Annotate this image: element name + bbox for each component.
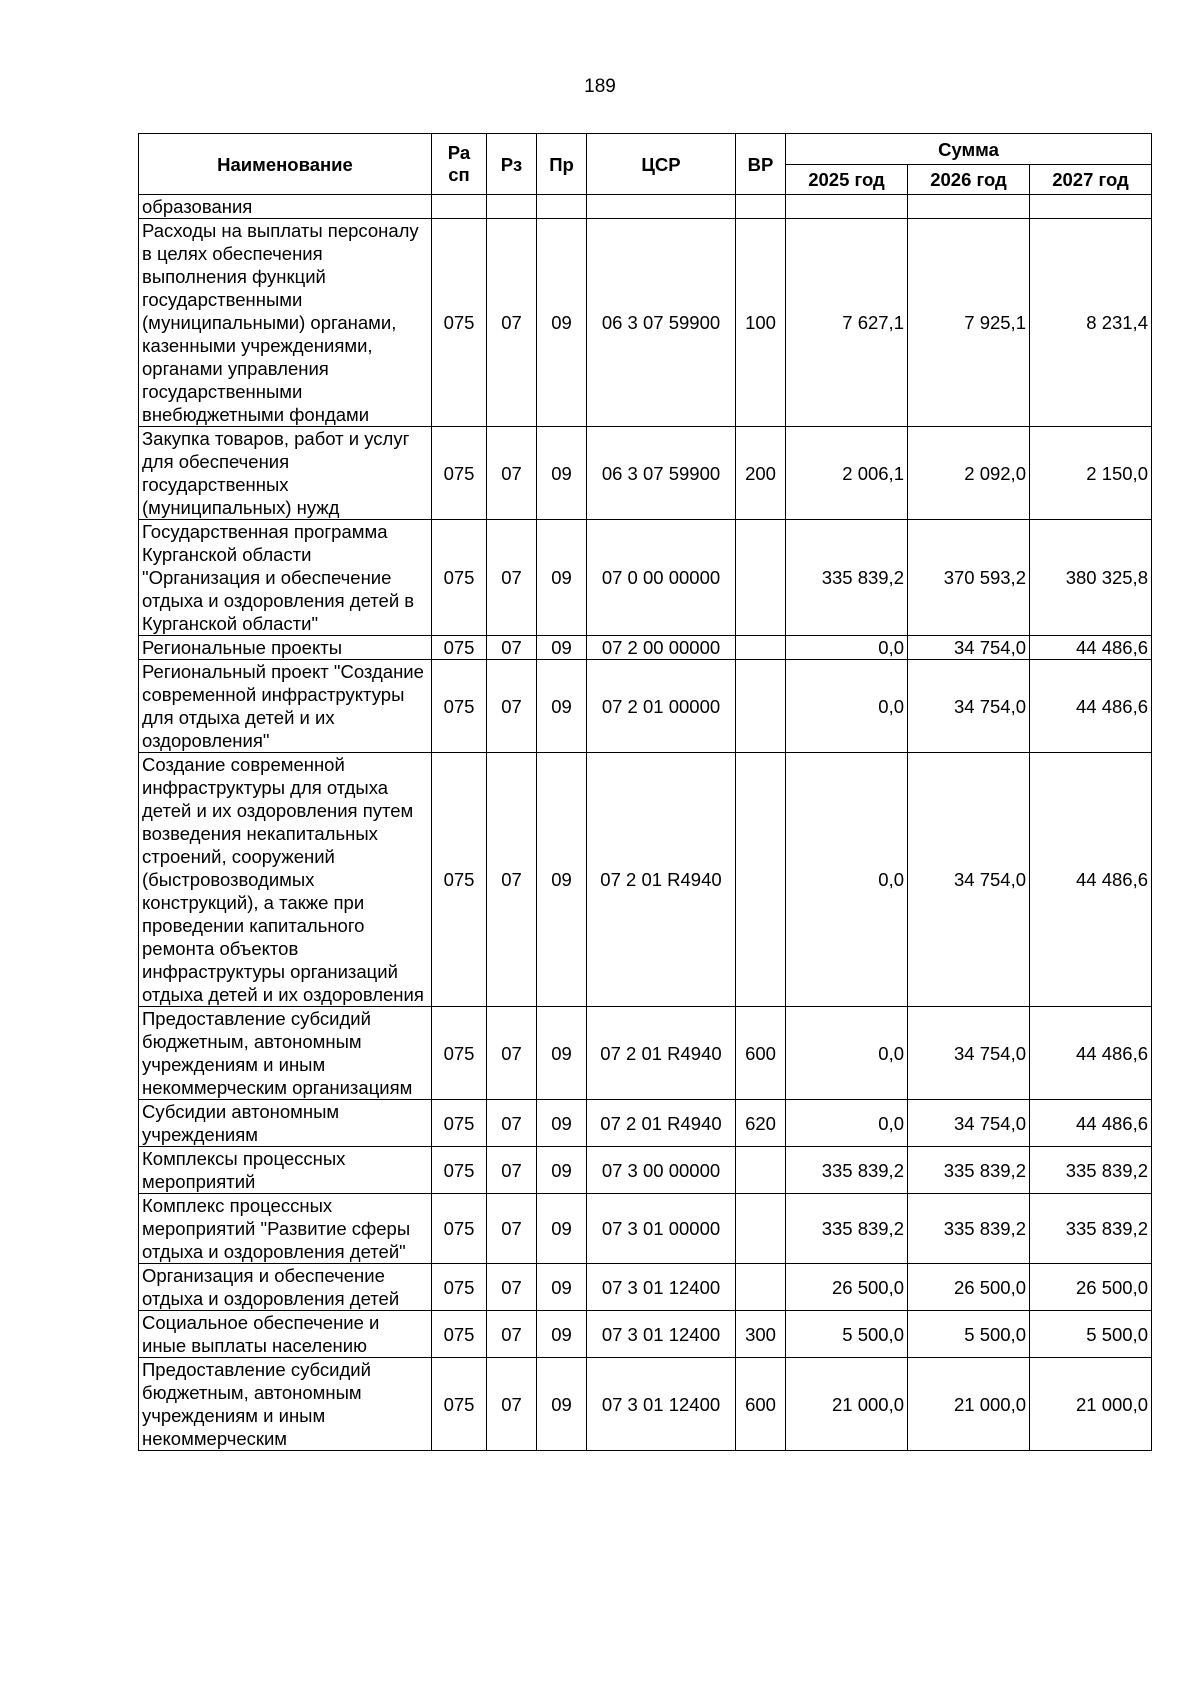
row-rasp: 075 [432, 219, 487, 427]
header-rasp: Ра сп [432, 134, 487, 195]
row-csr: 07 2 01 R4940 [587, 1100, 736, 1147]
row-pr: 09 [537, 1358, 587, 1451]
row-vr [736, 1147, 786, 1194]
table-row [139, 219, 1152, 427]
row-sum-2025: 2 006,1 [786, 427, 908, 520]
row-rz: 07 [487, 636, 537, 660]
row-name: Субсидии автономным учреждениям [139, 1100, 432, 1147]
row-name: Создание современной инфраструктуры для отдыха детей и их оздоровления путем возведения некапитальных строений, сооружений (быстровозводимых конструкций), а также при проведении капитального ремонта объектов инфраструктуры организаций отдыха детей и их оздоровления [139, 753, 432, 1007]
row-rz: 07 [487, 1007, 537, 1100]
row-rz: 07 [487, 660, 537, 753]
row-sum-2027 [1030, 195, 1152, 219]
row-name: Закупка товаров, работ и услуг для обеспечения государственных (муниципальных) нужд [139, 427, 432, 520]
row-rz: 07 [487, 753, 537, 1007]
row-rz [487, 195, 537, 219]
row-vr [736, 1264, 786, 1311]
row-sum-2027: 2 150,0 [1030, 427, 1152, 520]
row-sum-2027: 44 486,6 [1030, 753, 1152, 1007]
row-pr: 09 [537, 1194, 587, 1264]
row-rz: 07 [487, 427, 537, 520]
row-sum-2026: 34 754,0 [908, 1100, 1030, 1147]
row-sum-2026: 34 754,0 [908, 1007, 1030, 1100]
header-vr: ВР [736, 134, 786, 195]
table-row [139, 636, 1152, 660]
row-rasp: 075 [432, 1264, 487, 1311]
row-sum-2025 [786, 195, 908, 219]
row-rasp: 075 [432, 427, 487, 520]
row-vr [736, 753, 786, 1007]
table-row [139, 1311, 1152, 1358]
table-row [139, 1100, 1152, 1147]
row-sum-2026: 7 925,1 [908, 219, 1030, 427]
row-sum-2027: 44 486,6 [1030, 660, 1152, 753]
row-rasp: 075 [432, 1147, 487, 1194]
header-2027: 2027 год [1030, 165, 1152, 195]
row-rz: 07 [487, 1264, 537, 1311]
row-sum-2027: 44 486,6 [1030, 1100, 1152, 1147]
row-sum-2027: 44 486,6 [1030, 636, 1152, 660]
row-sum-2027: 21 000,0 [1030, 1358, 1152, 1451]
row-rasp [432, 195, 487, 219]
row-csr: 06 3 07 59900 [587, 219, 736, 427]
row-vr: 600 [736, 1007, 786, 1100]
row-sum-2025: 7 627,1 [786, 219, 908, 427]
row-sum-2025: 0,0 [786, 660, 908, 753]
row-rz: 07 [487, 1100, 537, 1147]
row-rz: 07 [487, 1147, 537, 1194]
row-vr: 300 [736, 1311, 786, 1358]
row-sum-2027: 8 231,4 [1030, 219, 1152, 427]
row-sum-2025: 0,0 [786, 1007, 908, 1100]
row-rasp: 075 [432, 660, 487, 753]
row-vr [736, 195, 786, 219]
header-rz: Рз [487, 134, 537, 195]
table-row [139, 427, 1152, 520]
row-csr: 07 0 00 00000 [587, 520, 736, 636]
row-pr: 09 [537, 660, 587, 753]
row-sum-2026: 34 754,0 [908, 753, 1030, 1007]
row-name: Предоставление субсидий бюджетным, автономным учреждениям и иным некоммерческим организациям [139, 1007, 432, 1100]
table-row [139, 195, 1152, 219]
row-name: Государственная программа Курганской области "Организация и обеспечение отдыха и оздоровления детей в Курганской области" [139, 520, 432, 636]
row-vr: 620 [736, 1100, 786, 1147]
row-sum-2027: 335 839,2 [1030, 1147, 1152, 1194]
row-sum-2025: 21 000,0 [786, 1358, 908, 1451]
row-name: Комплекс процессных мероприятий "Развитие сферы отдыха и оздоровления детей" [139, 1194, 432, 1264]
budget-table [138, 133, 1152, 1451]
row-sum-2027: 5 500,0 [1030, 1311, 1152, 1358]
row-pr: 09 [537, 1100, 587, 1147]
row-rasp: 075 [432, 1100, 487, 1147]
row-csr: 07 2 01 00000 [587, 660, 736, 753]
row-pr: 09 [537, 1264, 587, 1311]
row-sum-2026: 34 754,0 [908, 660, 1030, 753]
row-name: Организация и обеспечение отдыха и оздоровления детей [139, 1264, 432, 1311]
row-sum-2025: 5 500,0 [786, 1311, 908, 1358]
row-name: Предоставление субсидий бюджетным, автономным учреждениям и иным некоммерческим [139, 1358, 432, 1451]
row-vr: 200 [736, 427, 786, 520]
row-csr: 07 2 00 00000 [587, 636, 736, 660]
row-rasp: 075 [432, 1358, 487, 1451]
row-csr: 07 3 01 12400 [587, 1358, 736, 1451]
row-rasp: 075 [432, 1311, 487, 1358]
row-sum-2026: 2 092,0 [908, 427, 1030, 520]
row-pr: 09 [537, 1007, 587, 1100]
table-body [139, 195, 1152, 1451]
row-pr: 09 [537, 1311, 587, 1358]
header-pr: Пр [537, 134, 587, 195]
table-row [139, 753, 1152, 1007]
row-rasp: 075 [432, 753, 487, 1007]
row-rz: 07 [487, 1194, 537, 1264]
row-vr [736, 520, 786, 636]
row-csr: 07 2 01 R4940 [587, 1007, 736, 1100]
row-sum-2025: 335 839,2 [786, 1194, 908, 1264]
header-name: Наименование [139, 134, 432, 195]
row-csr: 07 3 01 12400 [587, 1264, 736, 1311]
table-row [139, 520, 1152, 636]
row-pr: 09 [537, 753, 587, 1007]
row-sum-2027: 26 500,0 [1030, 1264, 1152, 1311]
row-sum-2025: 335 839,2 [786, 520, 908, 636]
row-name: Комплексы процессных мероприятий [139, 1147, 432, 1194]
table-row [139, 1194, 1152, 1264]
row-sum-2025: 0,0 [786, 1100, 908, 1147]
row-sum-2026: 370 593,2 [908, 520, 1030, 636]
row-vr: 100 [736, 219, 786, 427]
row-pr [537, 195, 587, 219]
row-vr [736, 1194, 786, 1264]
row-sum-2027: 335 839,2 [1030, 1194, 1152, 1264]
row-sum-2026: 34 754,0 [908, 636, 1030, 660]
row-name: Социальное обеспечение и иные выплаты населению [139, 1311, 432, 1358]
row-sum-2026: 21 000,0 [908, 1358, 1030, 1451]
row-pr: 09 [537, 427, 587, 520]
page-number: 189 [584, 76, 616, 97]
row-csr [587, 195, 736, 219]
table-header [139, 134, 1152, 195]
table-row [139, 1264, 1152, 1311]
row-vr [736, 636, 786, 660]
row-sum-2026: 5 500,0 [908, 1311, 1030, 1358]
header-csr: ЦСР [587, 134, 736, 195]
row-rz: 07 [487, 219, 537, 427]
row-sum-2025: 26 500,0 [786, 1264, 908, 1311]
row-pr: 09 [537, 1147, 587, 1194]
row-csr: 07 3 00 00000 [587, 1147, 736, 1194]
row-rasp: 075 [432, 1007, 487, 1100]
row-sum-2026: 335 839,2 [908, 1194, 1030, 1264]
header-2025: 2025 год [786, 165, 908, 195]
row-rz: 07 [487, 1358, 537, 1451]
row-sum-2026: 335 839,2 [908, 1147, 1030, 1194]
row-csr: 07 3 01 00000 [587, 1194, 736, 1264]
row-rz: 07 [487, 520, 537, 636]
row-name: Расходы на выплаты персоналу в целях обеспечения выполнения функций государственными (муниципальными) органами, казенными учреждениями, органами управления государственными внебюджетными фондами [139, 219, 432, 427]
row-sum-2025: 0,0 [786, 636, 908, 660]
row-rasp: 075 [432, 636, 487, 660]
row-sum-2026 [908, 195, 1030, 219]
row-sum-2027: 380 325,8 [1030, 520, 1152, 636]
table-row [139, 660, 1152, 753]
row-sum-2025: 335 839,2 [786, 1147, 908, 1194]
row-name: образования [139, 195, 432, 219]
row-pr: 09 [537, 219, 587, 427]
row-sum-2027: 44 486,6 [1030, 1007, 1152, 1100]
row-rz: 07 [487, 1311, 537, 1358]
row-csr: 07 2 01 R4940 [587, 753, 736, 1007]
row-pr: 09 [537, 636, 587, 660]
row-pr: 09 [537, 520, 587, 636]
header-2026: 2026 год [908, 165, 1030, 195]
table-row [139, 1358, 1152, 1451]
row-csr: 06 3 07 59900 [587, 427, 736, 520]
row-vr [736, 660, 786, 753]
header-sum: Сумма [786, 134, 1152, 165]
row-rasp: 075 [432, 520, 487, 636]
table-row [139, 1007, 1152, 1100]
table-row [139, 1147, 1152, 1194]
row-name: Региональные проекты [139, 636, 432, 660]
row-name: Региональный проект "Создание современной инфраструктуры для отдыха детей и их оздоровления" [139, 660, 432, 753]
row-vr: 600 [736, 1358, 786, 1451]
row-csr: 07 3 01 12400 [587, 1311, 736, 1358]
row-sum-2026: 26 500,0 [908, 1264, 1030, 1311]
row-sum-2025: 0,0 [786, 753, 908, 1007]
row-rasp: 075 [432, 1194, 487, 1264]
